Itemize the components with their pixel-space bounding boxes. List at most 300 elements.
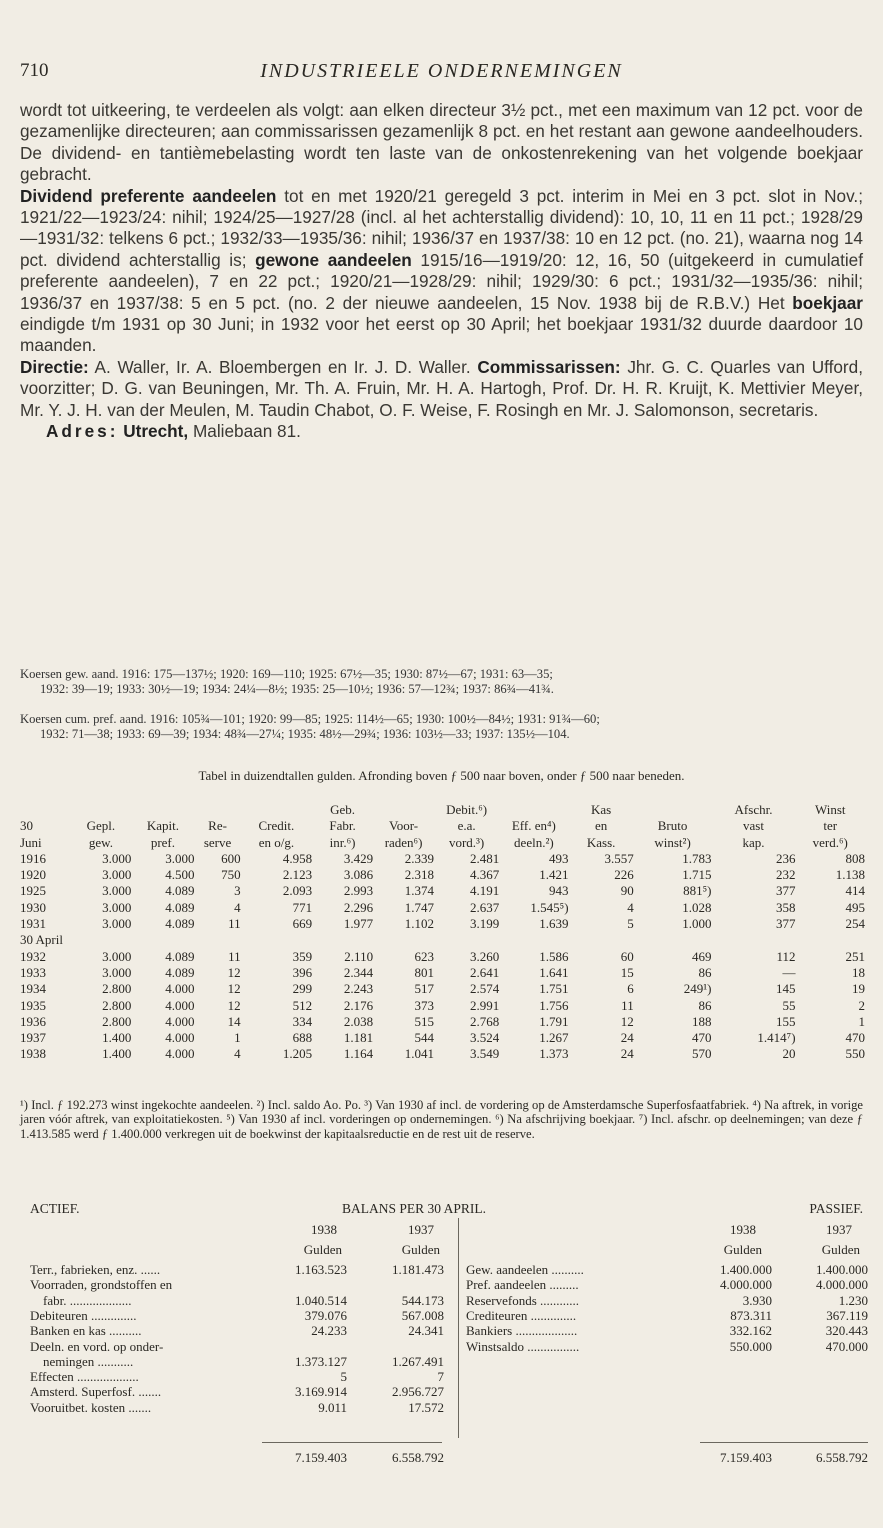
table-cell: 4.089 xyxy=(165,916,195,932)
actief-total-rule xyxy=(262,1442,442,1443)
label-dividend-pref: Dividend preferente aandeelen xyxy=(20,185,277,206)
table-cell: 18 xyxy=(852,964,865,980)
balance-value-1937: 470.000 xyxy=(825,1338,868,1354)
table-row xyxy=(20,883,865,899)
table-cell: 2.800 xyxy=(102,1013,132,1029)
table-cell: 2.093 xyxy=(282,883,313,899)
table-cell: 226 xyxy=(614,867,634,883)
table-cell: 1931 xyxy=(20,916,46,932)
table-cell: 1.545⁵) xyxy=(530,899,569,915)
table-cell: 881⁵) xyxy=(683,883,712,899)
table-cell: 1.374 xyxy=(404,883,435,899)
table-cell: 2.110 xyxy=(344,948,374,964)
balance-item-label: Voorraden, grondstoffen en xyxy=(30,1277,173,1293)
table-cell: 155 xyxy=(776,1013,796,1029)
table-header-cell: kap. xyxy=(742,834,765,850)
table-cell: 11 xyxy=(228,948,241,964)
table-cell: 1934 xyxy=(20,981,46,997)
table-cell: 1.977 xyxy=(343,916,374,932)
table-cell: 1.639 xyxy=(539,916,569,932)
balance-row xyxy=(466,1308,868,1323)
table-cell: 19 xyxy=(852,981,865,997)
table-cell: 2.176 xyxy=(343,997,374,1013)
table-cell: 469 xyxy=(691,948,712,964)
table-cell: 4.191 xyxy=(469,883,500,899)
table-header-cell: 30 xyxy=(20,818,33,834)
table-cell: 1.041 xyxy=(404,1046,435,1062)
table-header-cell: gew. xyxy=(88,834,113,850)
table-cell: 750 xyxy=(221,867,241,883)
table-cell: 1938 xyxy=(20,1046,46,1062)
table-cell: 4.000 xyxy=(165,1013,195,1029)
balance-item-label: Pref. aandeelen ......... xyxy=(466,1277,579,1293)
table-cell: 544 xyxy=(414,1030,435,1046)
table-cell: 358 xyxy=(776,899,796,915)
table-cell: 251 xyxy=(845,948,865,964)
table-header-row xyxy=(20,802,865,818)
table-cell: 1933 xyxy=(20,964,46,980)
table-cell: 396 xyxy=(292,964,313,980)
table-cell: 4.089 xyxy=(165,964,195,980)
table-header-cell xyxy=(499,802,568,818)
table-cell: — xyxy=(782,964,796,980)
balance-value-1937: 544.173 xyxy=(401,1292,444,1308)
table-cell: 570 xyxy=(691,1046,712,1062)
table-cell: 801 xyxy=(414,964,435,980)
table-row xyxy=(20,851,865,867)
table-cell: 254 xyxy=(845,916,865,932)
balance-row xyxy=(466,1293,868,1308)
table-cell: 334 xyxy=(292,1013,313,1029)
table-cell: 1.641 xyxy=(539,964,569,980)
balance-row xyxy=(30,1277,450,1292)
table-cell: 512 xyxy=(292,997,313,1013)
table-cell: 4.000 xyxy=(165,1030,195,1046)
adres-city: Utrecht, xyxy=(123,421,189,442)
table-cell: 299 xyxy=(292,981,313,997)
table-cell: 600 xyxy=(221,850,241,866)
table-cell: 3.000 xyxy=(102,899,132,915)
table-cell: 1.400 xyxy=(102,1030,132,1046)
table-cell: 12 xyxy=(227,981,241,997)
table-cell: 4.089 xyxy=(165,948,195,964)
table-cell: 24 xyxy=(620,1030,634,1046)
balance-row xyxy=(30,1369,450,1384)
table-header-cell: Bruto xyxy=(657,818,688,834)
balance-value-1937: 1.181.473 xyxy=(392,1262,444,1277)
table-cell: 1.414⁷) xyxy=(757,1030,796,1046)
table-cell: 2.296 xyxy=(343,899,374,915)
balance-value-1937: 1.230 xyxy=(838,1292,868,1308)
label-gewone-aandeelen: gewone aandeelen xyxy=(255,249,412,270)
balance-item-label: fabr. ................... xyxy=(30,1292,132,1308)
balance-row xyxy=(466,1262,868,1277)
table-cell: 2.574 xyxy=(469,981,500,997)
table-cell: 4.089 xyxy=(165,899,195,915)
label-commissarissen: Commissarissen: xyxy=(477,356,621,377)
table-cell: 11 xyxy=(621,997,634,1013)
balance-value-1938: 379.076 xyxy=(304,1307,347,1323)
table-cell: 470 xyxy=(845,1030,865,1046)
table-header-cell xyxy=(131,802,194,818)
table-row xyxy=(20,900,865,916)
balance-value-1938: 5 xyxy=(340,1369,347,1385)
table-header-cell: winst²) xyxy=(654,834,691,850)
table-cell: 90 xyxy=(620,883,634,899)
actief-total: 7.159.403 6.558.792 xyxy=(295,1450,444,1465)
table-cell: 5 xyxy=(627,916,634,932)
balance-row xyxy=(30,1354,450,1369)
table-cell: 1937 xyxy=(20,1030,46,1046)
table-header-cell xyxy=(241,802,312,818)
table-cell: 3.429 xyxy=(343,850,374,866)
table-header-cell xyxy=(70,802,131,818)
balance-value-1938: 1.163.523 xyxy=(295,1262,347,1277)
passief-total: 7.159.403 6.558.792 xyxy=(720,1450,868,1465)
table-cell: 1.751 xyxy=(539,981,569,997)
label-adres: Adres: xyxy=(46,421,119,442)
table-cell: 359 xyxy=(292,948,313,964)
table-cell: 1.164 xyxy=(343,1046,374,1062)
balance-item-label: Deeln. en vord. op onder- xyxy=(30,1338,164,1354)
financial-table xyxy=(20,802,865,1063)
balance-row xyxy=(30,1323,450,1338)
label-directie: Directie: xyxy=(20,356,89,377)
table-cell: 771 xyxy=(292,899,313,915)
balance-value-1938: 332.162 xyxy=(729,1323,772,1339)
table-cell: 669 xyxy=(292,916,313,932)
label-boekjaar: boekjaar xyxy=(792,292,863,313)
table-header-cell: vast xyxy=(743,818,764,834)
table-header-cell xyxy=(20,802,70,818)
table-header-cell: Credit. xyxy=(258,818,295,834)
balance-value-1938: 4.000.000 xyxy=(720,1277,772,1293)
table-header-cell: serve xyxy=(203,834,232,850)
period-label: 30 April xyxy=(20,932,63,948)
page-number: 710 xyxy=(20,60,49,81)
table-cell: 86 xyxy=(698,964,712,980)
paragraph-adres: Adres: Utrecht, Maliebaan 81. xyxy=(46,421,301,442)
balance-title: BALANS PER 30 APRIL. xyxy=(342,1201,487,1216)
table-header-cell: Voor- xyxy=(388,818,419,834)
balance-value-1938: 1.040.514 xyxy=(295,1292,347,1308)
table-cell: 2.339 xyxy=(404,850,435,866)
table-cell: 55 xyxy=(782,997,796,1013)
balance-value-1938: 1.400.000 xyxy=(720,1262,772,1277)
table-row xyxy=(20,867,865,883)
table-cell: 2.344 xyxy=(343,964,374,980)
passief-total-rule xyxy=(700,1442,868,1443)
table-cell: 4.958 xyxy=(282,850,313,866)
passief-label: PASSIEF. xyxy=(809,1201,863,1216)
balance-row xyxy=(30,1384,450,1399)
balance-value-1938: 9.011 xyxy=(318,1399,347,1415)
balance-item-label: Effecten ................... xyxy=(30,1369,139,1385)
koersen-preferent: Koersen cum. pref. aand. 1916: 105¾—101; 1920: 99—85; 1925: 114½—65; 1930: 100½—84½; 1931: 91¾—60; 1932: 71—38; 1933: 69—39; 1934: 48¾—27¼; 1935: 48½—29¾; 1936: 103½—33; 1937: 135½—104. xyxy=(20,712,600,741)
table-cell: 4.000 xyxy=(165,1046,195,1062)
table-cell: 373 xyxy=(414,997,435,1013)
table-header-cell: raden⁶) xyxy=(384,834,423,850)
balance-item-label: Amsterd. Superfosf. ....... xyxy=(30,1384,162,1400)
balance-item-label: Bankiers ................... xyxy=(466,1323,578,1339)
table-header-cell xyxy=(194,802,240,818)
table-cell: 2.481 xyxy=(469,850,500,866)
table-cell: 1.102 xyxy=(404,916,435,932)
balance-item-label: Terr., fabrieken, enz. ...... xyxy=(30,1262,161,1277)
table-cell: 145 xyxy=(776,981,796,997)
table-header-cell: Eff. en⁴) xyxy=(511,818,556,834)
table-cell: 3.000 xyxy=(102,948,132,964)
paragraph-dividend: Dividend preferente aandeelen tot en met 1920/21 geregeld 3 pct. interim in Mei en 3 pct. slot in Nov.; 1921/22—1923/24: nihil; 1924/25—1927/28 (incl. al het achterstallig dividend): 10, 10, 11 en 11 pct.; 1928/29—1931/32: telkens 6 pct.; 1932/33—1935/36: nihil; 1936/37 en 1937/38: 10 en 12 pct. (no. 21), waarna nog 14 pct. dividend achterstallig is; gewone aandeelen 1915/16—1919/20: 12, 16, 50 (uitgekeerd in cumulatief preferente aandeelen), 7 en 22 pct.; 1920/21—1928/29: nihil; 1929/30: 6 pct.; 1931/32—1935/36: nihil; 1936/37 en 1937/38: 5 en 5 pct. (no. 2 der nieuwe aandeelen, 15 Nov. 1938 bij de R.B.V.) Het boekjaar eindigde t/m 1931 op 30 Juni; in 1932 voor het eerst op 30 April; het boekjaar 1931/32 duurde daardoor 10 maanden. xyxy=(20,185,864,356)
table-cell: 20 xyxy=(782,1046,796,1062)
table-cell: 517 xyxy=(414,981,435,997)
balance-item-label: Winstsaldo ................ xyxy=(466,1338,580,1354)
table-row xyxy=(20,1030,865,1046)
table-row xyxy=(20,916,865,932)
balance-item-label: Debiteuren .............. xyxy=(30,1307,137,1323)
table-header-cell: Winst xyxy=(815,802,846,817)
table-cell: 2.038 xyxy=(343,1013,374,1029)
table-cell: 12 xyxy=(227,964,241,980)
table-cell: 1.267 xyxy=(539,1030,569,1046)
balance-value-1937: 1.267.491 xyxy=(392,1353,444,1369)
table-cell: 3 xyxy=(234,883,241,899)
table-cell: 11 xyxy=(228,916,241,932)
table-cell: 1.373 xyxy=(539,1046,569,1062)
table-cell: 1.421 xyxy=(539,867,569,883)
table-cell: 688 xyxy=(292,1030,313,1046)
table-header-cell: e.a. xyxy=(457,818,476,834)
table-cell: 188 xyxy=(691,1013,712,1029)
table-cell: 1 xyxy=(234,1030,241,1046)
table-cell: 2 xyxy=(858,997,865,1013)
table-cell: 1916 xyxy=(20,850,46,866)
table-cell: 4.089 xyxy=(165,883,195,899)
table-cell: 2.991 xyxy=(469,997,500,1013)
table-cell: 515 xyxy=(414,1013,435,1029)
balance-row xyxy=(466,1277,868,1292)
balance-item-label: Reservefonds ............ xyxy=(466,1292,580,1308)
table-header-row xyxy=(20,835,865,851)
balance-item-label: Vooruitbet. kosten ....... xyxy=(30,1399,152,1415)
table-cell: 2.637 xyxy=(469,899,500,915)
balance-row xyxy=(466,1339,868,1354)
table-header-cell: Kass. xyxy=(586,834,616,850)
table-cell: 3.524 xyxy=(469,1030,500,1046)
table-cell: 1 xyxy=(858,1013,865,1029)
table-cell: 4.000 xyxy=(165,997,195,1013)
actief-side: 1938 1937 Gulden Gulden Terr., fabrieken, enz. ...... 1.163.523 1.181.473 Voorraden, grondstoffen en fabr. ................... 1.040.514 544.173 Debiteuren .............. 379.076 567.008 Banken en kas .......... 24.233 24.341 Deeln. en vord. op onder- nemingen ........... 1.373.127 1.267.491 Effecten ................... 5 7 Amsterd. Superfosf. ....... 3.169.914 2.956.727 Vooruitbet. kosten ....... 9.011 17.572 xyxy=(30,1222,450,1437)
table-cell: 3.000 xyxy=(102,867,132,883)
paragraph-directie: Directie: A. Waller, Ir. A. Bloembergen en Ir. J. D. Waller. Commissarissen: Jhr. G. C. Quarles van Ufford, voorzitter; D. G. van Beuningen, Mr. Th. A. Fruin, Mr. H. A. Hartogh, Prof. Dr. H. R. Kruijt, K. Mettivier Meyer, Mr. Y. J. H. van der Meulen, M. Taudin Chabot, O. F. Weise, F. Rosingh en Mr. J. Salomonson, secretaris. xyxy=(20,356,863,420)
table-cell: 4.000 xyxy=(165,981,195,997)
balance-heading xyxy=(20,1201,863,1219)
table-cell: 1.138 xyxy=(835,867,865,883)
table-cell: 1936 xyxy=(20,1013,46,1029)
table-header-cell: Juni xyxy=(20,834,42,850)
table-header-cell: Geb. xyxy=(330,802,356,817)
table-cell: 3.199 xyxy=(469,916,500,932)
table-cell: 3.000 xyxy=(165,850,195,866)
table-header-cell: verd.⁶) xyxy=(812,834,848,850)
company-description xyxy=(20,100,863,443)
table-cell: 24 xyxy=(620,1046,634,1062)
table-cell: 3.086 xyxy=(343,867,374,883)
balance-value-1938: 873.311 xyxy=(730,1307,772,1323)
table-cell: 236 xyxy=(776,850,796,866)
actief-label: ACTIEF. xyxy=(30,1201,80,1216)
table-header-cell: Fabr. xyxy=(329,818,356,834)
table-cell: 3.000 xyxy=(102,916,132,932)
table-cell: 1.400 xyxy=(102,1046,132,1062)
balance-item-label: Gew. aandeelen .......... xyxy=(466,1262,584,1277)
table-cell: 470 xyxy=(691,1030,712,1046)
balance-value-1937: 17.572 xyxy=(408,1399,444,1415)
table-cell: 1.747 xyxy=(404,899,435,915)
passief-side: 1938 1937 Gulden Gulden Gew. aandeelen .......... 1.400.000 1.400.000 Pref. aandeelen ......... 4.000.000 4.000.000 Reservefonds ............ 3.930 1.230 Crediteuren .............. 873.311 367.119 Bankiers ................... 332.162 320.443 Winstsaldo ................ 550.000 470.000 xyxy=(466,1222,868,1354)
balance-value-1937: 4.000.000 xyxy=(816,1277,868,1293)
table-cell: 4 xyxy=(627,899,634,915)
balance-value-1937: 2.956.727 xyxy=(392,1384,444,1400)
balance-row xyxy=(30,1400,450,1415)
table-row xyxy=(20,965,865,981)
table-cell: 112 xyxy=(776,948,796,964)
table-cell: 550 xyxy=(845,1046,865,1062)
balance-value-1937: 320.443 xyxy=(825,1323,868,1339)
table-header-cell: ter xyxy=(823,818,838,834)
table-cell: 1.715 xyxy=(682,867,712,883)
table-header-cell: Re- xyxy=(208,818,227,834)
table-cell: 495 xyxy=(845,899,865,915)
table-header-cell: Afschr. xyxy=(734,802,773,817)
table-header-cell: Kas xyxy=(591,802,612,817)
table-cell: 3.557 xyxy=(604,850,634,866)
table-cell: 808 xyxy=(845,850,865,866)
table-cell: 943 xyxy=(549,883,569,899)
table-cell: 15 xyxy=(620,964,634,980)
table-header-cell xyxy=(634,802,712,818)
running-header xyxy=(20,60,863,90)
balance-row xyxy=(30,1293,450,1308)
table-row xyxy=(20,949,865,965)
balance-value-1938: 3.169.914 xyxy=(295,1384,347,1400)
balance-row xyxy=(30,1308,450,1323)
balance-value-1937: 567.008 xyxy=(401,1307,444,1323)
table-cell: 623 xyxy=(414,948,435,964)
table-cell: 1.783 xyxy=(682,850,712,866)
table-header-cell: Gepl. xyxy=(86,818,116,834)
table-cell: 3.000 xyxy=(102,850,132,866)
balance-value-1938: 1.373.127 xyxy=(295,1353,347,1369)
running-title: INDUSTRIEELE ONDERNEMINGEN xyxy=(260,60,623,82)
table-header-cell: Kapit. xyxy=(146,818,179,834)
balance-value-1938: 24.233 xyxy=(311,1323,347,1339)
table-cell: 4 xyxy=(234,1046,241,1062)
table-cell: 4.367 xyxy=(469,867,500,883)
balance-row xyxy=(30,1262,450,1277)
table-cell: 1.181 xyxy=(343,1030,374,1046)
table-cell: 1.000 xyxy=(682,916,712,932)
table-cell: 2.641 xyxy=(469,964,500,980)
table-cell: 4 xyxy=(234,899,241,915)
table-header-cell: pref. xyxy=(150,834,175,850)
table-cell: 377 xyxy=(776,883,796,899)
table-cell: 2.768 xyxy=(469,1013,500,1029)
table-cell: 3.260 xyxy=(469,948,500,964)
table-footnotes: ¹) Incl. ƒ 192.273 winst ingekochte aandeelen. ²) Incl. saldo Ao. Po. ³) Van 1930 af incl. de vordering op de Amsterdamsche Superfosfaatfabriek. ⁴) Na aftrek, in vorige jaren vóór aftrek, van exploitatiekosten. ⁵) Van 1930 af incl. vorderingen op ondernemingen. ⁶) Na afschrijving boekjaar. ⁷) Incl. afschr. op deelnemingen; van deze ƒ 1.413.585 werd ƒ 1.400.000 verkregen uit de boekwinst der kapitaalsreductie en de rest uit de reserve. xyxy=(20,1098,863,1141)
table-cell: 4.500 xyxy=(165,867,195,883)
table-row xyxy=(20,981,865,997)
balance-item-label: Crediteuren .............. xyxy=(466,1307,577,1323)
balance-value-1937: 7 xyxy=(437,1369,444,1385)
table-cell: 232 xyxy=(776,867,796,883)
table-cell: 2.243 xyxy=(343,981,374,997)
table-cell: 1.586 xyxy=(539,948,569,964)
table-cell: 12 xyxy=(227,997,241,1013)
table-cell: 493 xyxy=(549,850,569,866)
balance-value-1938: 550.000 xyxy=(729,1338,772,1354)
table-caption: Tabel in duizendtallen gulden. Afronding boven ƒ 500 naar boven, onder ƒ 500 naar beneden. xyxy=(198,768,685,783)
table-period-row xyxy=(20,932,865,948)
table-header-cell: inr.⁶) xyxy=(329,834,356,850)
table-header-cell: vord.³) xyxy=(448,834,485,850)
table-cell: 2.800 xyxy=(102,997,132,1013)
table-cell: 1.028 xyxy=(682,899,712,915)
table-cell: 60 xyxy=(620,948,634,964)
table-header-cell: en o/g. xyxy=(258,834,295,850)
balance-row xyxy=(30,1339,450,1354)
table-cell: 2.318 xyxy=(404,867,435,883)
table-cell: 12 xyxy=(620,1013,634,1029)
table-header-cell: deeln.²) xyxy=(514,834,554,850)
table-cell: 86 xyxy=(698,997,712,1013)
table-cell: 1.205 xyxy=(282,1046,313,1062)
table-cell: 377 xyxy=(776,916,796,932)
table-cell: 14 xyxy=(227,1013,241,1029)
balance-row xyxy=(466,1323,868,1338)
table-row xyxy=(20,1046,865,1062)
balance-value-1938: 3.930 xyxy=(742,1292,772,1308)
table-cell: 1935 xyxy=(20,997,46,1013)
table-header-row xyxy=(20,818,865,834)
balance-item-label: nemingen ........... xyxy=(30,1353,134,1369)
balance-value-1937: 1.400.000 xyxy=(816,1262,868,1277)
table-cell: 1925 xyxy=(20,883,46,899)
table-row xyxy=(20,998,865,1014)
balance-value-1937: 24.341 xyxy=(408,1323,444,1339)
table-cell: 2.800 xyxy=(102,981,132,997)
table-header-cell: en xyxy=(594,818,608,834)
table-cell: 1930 xyxy=(20,899,46,915)
paragraph-distribution: wordt tot uitkeering, te verdeelen als volgt: aan elken directeur 3½ pct., met een maximum van 12 pct. voor de gezamenlijke directeuren; aan commissarissen gezamenlijk 8 pct. en het restant aan gewone aandeelhouders. De dividend- en tantièmebelasting wordt ten laste van de onkostenrekening van het volgende boekjaar gebracht. xyxy=(20,100,863,185)
table-cell: 1920 xyxy=(20,867,46,883)
table-cell: 3.000 xyxy=(102,883,132,899)
table-cell: 1932 xyxy=(20,948,46,964)
table-header-cell: Debit.⁶) xyxy=(446,802,488,817)
balance-item-label: Banken en kas .......... xyxy=(30,1323,142,1339)
table-row xyxy=(20,1014,865,1030)
koersen-gewone: Koersen gew. aand. 1916: 175—137½; 1920: 169—110; 1925: 67½—35; 1930: 87½—67; 1931: 63—35; 1932: 39—19; 1933: 30½—19; 1934: 24¼—8½; 1935: 25—10½; 1936: 57—12¾; 1937: 86¾—41¾. xyxy=(20,667,554,696)
table-header-cell xyxy=(373,802,434,818)
balance-divider xyxy=(458,1218,459,1438)
table-cell: 3.549 xyxy=(469,1046,500,1062)
table-cell: 1.756 xyxy=(539,997,569,1013)
table-cell: 6 xyxy=(627,981,634,997)
table-cell: 2.123 xyxy=(282,867,313,883)
balance-value-1937: 367.119 xyxy=(826,1307,868,1323)
table-cell: 2.993 xyxy=(343,883,374,899)
table-cell: 249¹) xyxy=(683,981,712,997)
